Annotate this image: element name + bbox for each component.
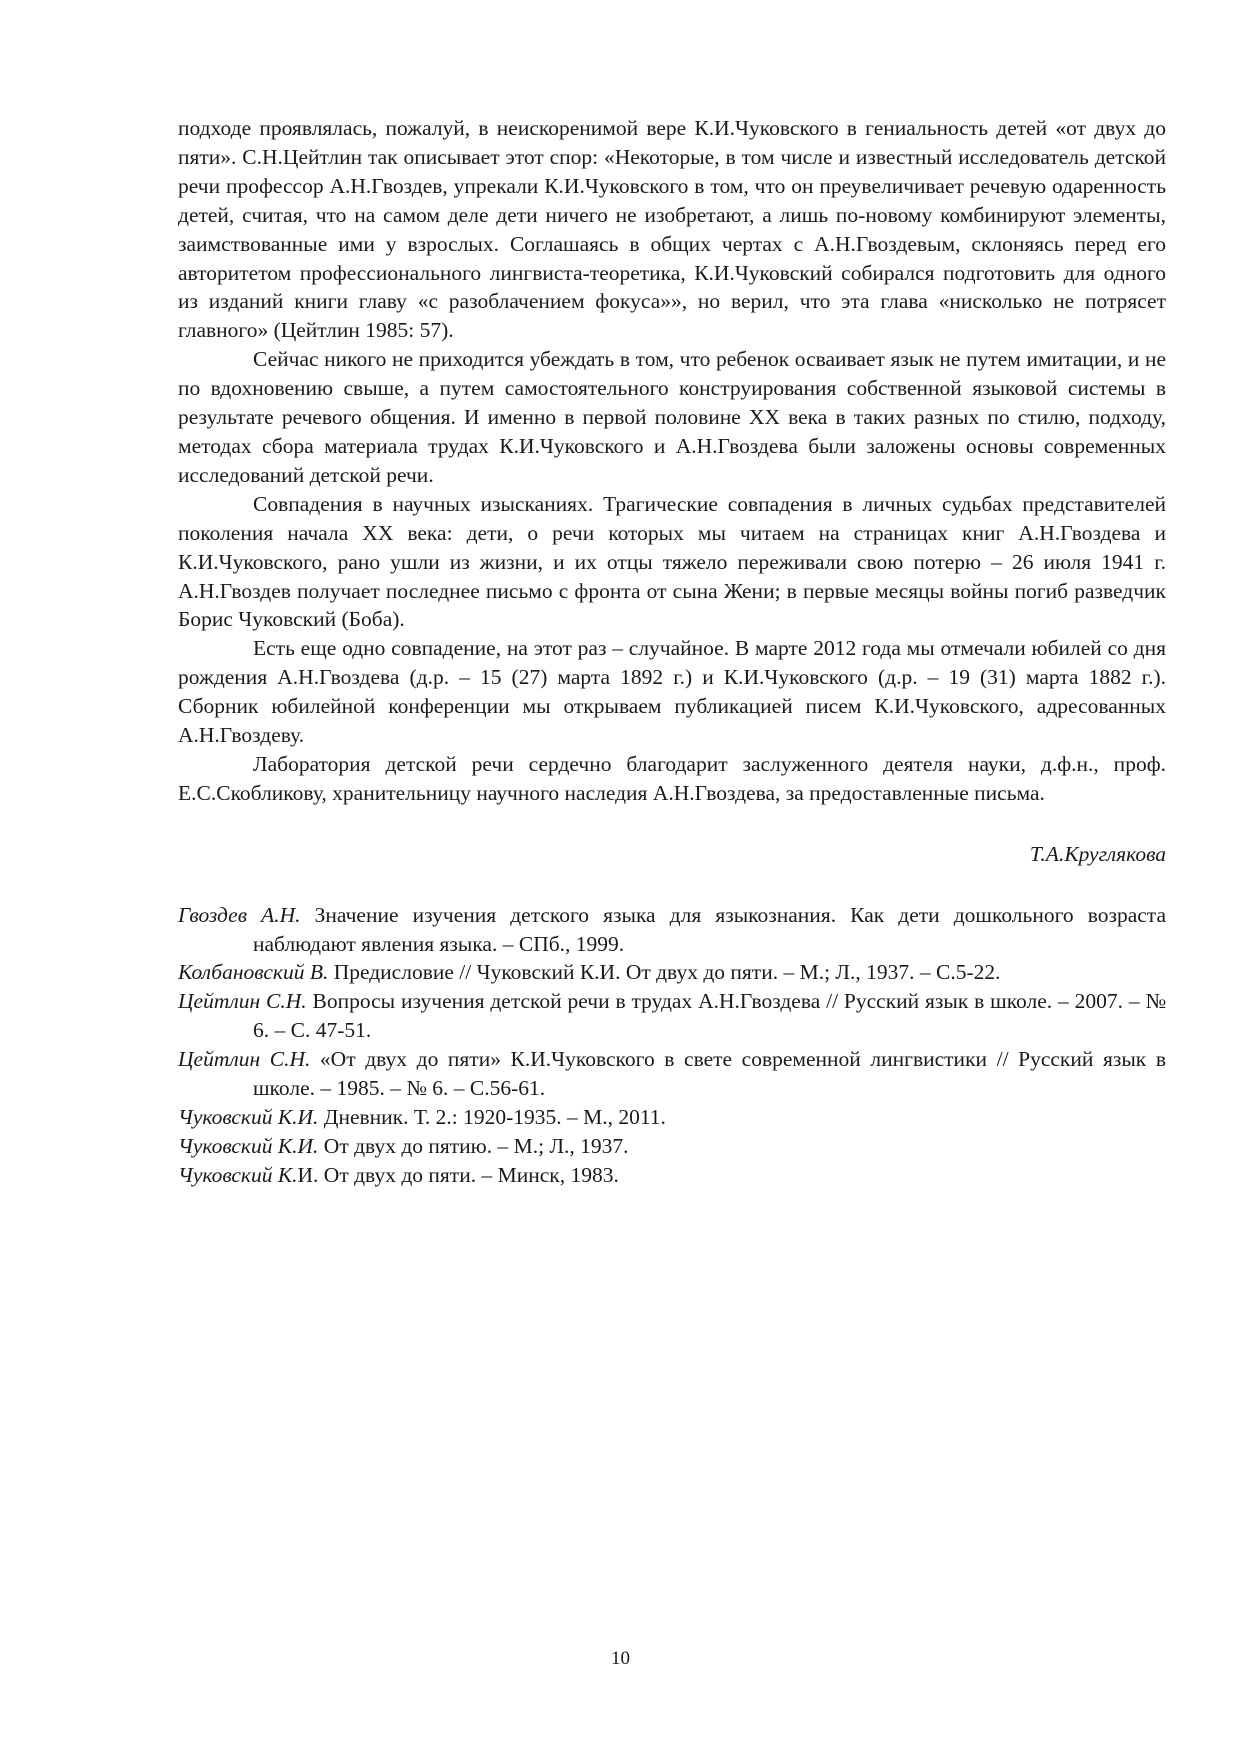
- reference-author: Цейтлин С.Н.: [178, 989, 307, 1014]
- body-paragraph: подходе проявлялась, пожалуй, в неискоренимой вере К.И.Чуковского в гениальность детей «от двух до пяти». С.Н.Цейтлин так описывает этот спор: «Некоторые, в том числе и известный исследователь детской речи профессор А.Н.Гвоздев, упрекали К.И.Чуковского в том, что он преувеличивает речевую одаренность детей, считая, что на самом деле дети ничего не изобретают, а лишь по-новому комбинируют элементы, заимствованные ими у взрослых. Соглашаясь в общих чертах с А.Н.Гвоздевым, склоняясь перед его авторитетом профессионального лингвиста-теоретика, К.И.Чуковский собирался подготовить для одного из изданий книги главу «с разоблачением фокуса»», но верил, что эта глава «нисколько не потрясет главного» (Цейтлин 1985: 57).: [178, 116, 1166, 343]
- author-signature: Т.А.Круглякова: [1029, 841, 1166, 866]
- reference-text: Предисловие // Чуковский К.И. От двух до пяти. – М.; Л., 1937. – С.5-22.: [328, 960, 1001, 985]
- reference-item: [178, 1045, 1166, 1103]
- body-paragraph: Есть еще одно совпадение, на этот раз – случайное. В марте 2012 года мы отмечали юбилей со дня рождения А.Н.Гвоздева (д.р. – 15 (27) марта 1892 г.) и К.И.Чуковского (д.р. – 19 (31) марта 1882 г.). Сборник юбилейной конференции мы открываем публикацией писем К.И.Чуковского, адресованных А.Н.Гвоздеву.: [178, 636, 1166, 748]
- reference-item: [178, 1161, 1166, 1190]
- reference-item: [178, 1103, 1166, 1132]
- reference-text: Вопросы изучения детской речи в трудах А.Н.Гвоздева // Русский язык в школе. – 2007. – № 6. – С. 47-51.: [253, 989, 1166, 1043]
- reference-text: И. От двух до пяти. – Минск, 1983.: [297, 1162, 619, 1187]
- reference-item: [178, 958, 1166, 987]
- reference-text: От двух до пятию. – М.; Л., 1937.: [318, 1133, 629, 1158]
- body-paragraph: Сейчас никого не приходится убеждать в том, что ребенок осваивает язык не путем имитации, и не по вдохновению свыше, а путем самостоятельного конструирования собственной языковой системы в результате речевого общения. И именно в первой половине XX века в таких разных по стилю, подходу, методах сбора материала трудах К.И.Чуковского и А.Н.Гвоздева были заложены основы современных исследований детской речи.: [178, 347, 1166, 487]
- reference-author: Колбановский В.: [178, 960, 329, 985]
- body-paragraph: Совпадения в научных изысканиях. Трагические совпадения в личных судьбах представителей поколения начала XX века: дети, о речи которых мы читаем на страницах книг А.Н.Гвоздева и К.И.Чуковского, рано ушли из жизни, и их отцы тяжело переживали свою потерю – 26 июля 1941 г. А.Н.Гвоздев получает последнее письмо с фронта от сына Жени; в первые месяцы войны погиб разведчик Борис Чуковский (Боба).: [178, 491, 1166, 632]
- page-number: 10: [611, 1648, 630, 1669]
- references-list: [178, 901, 1166, 1190]
- reference-author: Чуковский К.И.: [178, 1133, 319, 1158]
- reference-text: «От двух до пяти» К.И.Чуковского в свете современной лингвистики // Русский язык в школе. – 1985. – № 6. – С.56-61.: [253, 1047, 1166, 1101]
- reference-item: [178, 901, 1166, 959]
- reference-author: Чуковский К.И.: [178, 1105, 319, 1129]
- reference-author: Гвоздев А.Н.: [178, 902, 301, 927]
- reference-text: Значение изучения детского языка для языкознания. Как дети дошкольного возраста наблюдают явления языка. – СПб., 1999.: [253, 902, 1166, 956]
- page-body: [178, 114, 1166, 1190]
- reference-author: Цейтлин С.Н.: [178, 1047, 311, 1072]
- reference-item: [178, 1132, 1166, 1161]
- reference-text: Дневник. Т. 2.: 1920-1935. – М., 2011.: [318, 1105, 666, 1129]
- reference-item: [178, 987, 1166, 1045]
- reference-author: Чуковский К.: [178, 1162, 298, 1187]
- body-paragraph: Лаборатория детской речи сердечно благодарит заслуженного деятеля науки, д.ф.н., проф. Е.С.Скобликову, хранительницу научного наследия А.Н.Гвоздева, за предоставленные письма.: [178, 751, 1166, 805]
